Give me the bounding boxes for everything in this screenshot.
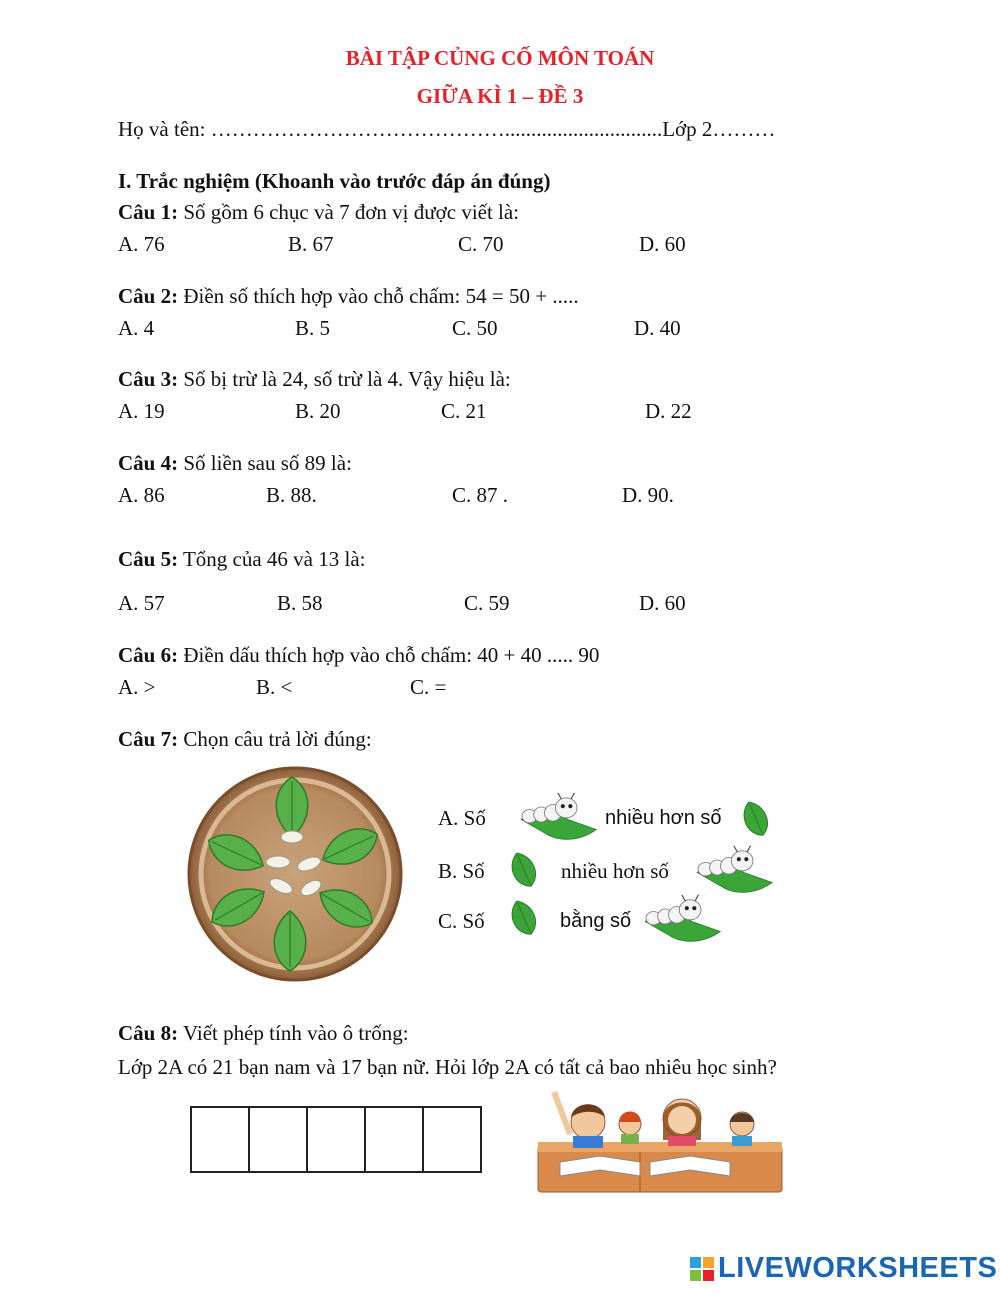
q7-option-a-text: nhiều hơn số [605, 807, 722, 829]
leaf-icon [735, 799, 775, 839]
answer-box-1[interactable] [192, 1108, 250, 1171]
answer-box-2[interactable] [250, 1108, 308, 1171]
q3-option-b[interactable]: B. 20 [295, 399, 341, 423]
question-3: Câu 3: Số bị trừ là 24, số trừ là 4. Vậy hiệu là: [118, 367, 511, 391]
q2-option-b[interactable]: B. 5 [295, 316, 331, 340]
q6-option-a[interactable]: A. > [118, 675, 156, 699]
q2-option-c[interactable]: C. 50 [452, 316, 498, 340]
answer-box-5[interactable] [424, 1108, 480, 1171]
q7-option-a-prefix[interactable]: A. Số [438, 806, 486, 830]
leaf-icon [503, 850, 543, 890]
q7-option-c-text: bằng số [560, 910, 632, 932]
q5-option-d[interactable]: D. 60 [639, 591, 686, 615]
q7-option-b-text: nhiều hơn số [561, 859, 669, 883]
q3-option-d[interactable]: D. 22 [645, 399, 692, 423]
q7-option-c-prefix[interactable]: C. Số [438, 909, 485, 933]
q6-option-b[interactable]: B. < [256, 675, 293, 699]
worksheet-title: BÀI TẬP CỦNG CỐ MÔN TOÁN [345, 46, 655, 70]
name-class-line: Họ và tên: ……………………………………..............................Lớp 2……… [118, 117, 776, 141]
students-image [530, 1082, 785, 1200]
question-7: Câu 7: Chọn câu trả lời đúng: [118, 727, 372, 751]
question-8: Câu 8: Viết phép tính vào ô trống: [118, 1021, 409, 1045]
q1-option-b[interactable]: B. 67 [288, 232, 334, 256]
question-5: Câu 5: Tổng của 46 và 13 là: [118, 547, 366, 571]
question-4: Câu 4: Số liền sau số 89 là: [118, 451, 352, 475]
q4-option-b[interactable]: B. 88. [266, 483, 317, 507]
q7-option-b-prefix[interactable]: B. Số [438, 859, 485, 883]
q6-option-c[interactable]: C. = [410, 675, 447, 699]
q5-option-b[interactable]: B. 58 [277, 591, 323, 615]
answer-box-4[interactable] [366, 1108, 424, 1171]
question-1: Câu 1: Số gồm 6 chục và 7 đơn vị được viết là: [118, 200, 520, 224]
liveworksheets-logo [690, 1252, 997, 1285]
question-6: Câu 6: Điền dấu thích hợp vào chỗ chấm: 40 + 40 ..... 90 [118, 643, 600, 667]
q3-option-a[interactable]: A. 19 [118, 399, 165, 423]
silkworm-icon [688, 845, 778, 895]
question-2: Câu 2: Điền số thích hợp vào chỗ chấm: 54 = 50 + ..... [118, 284, 579, 308]
q4-option-c[interactable]: C. 87 . [452, 483, 509, 507]
answer-box-3[interactable] [308, 1108, 366, 1171]
answer-boxes [190, 1106, 482, 1173]
q4-option-a[interactable]: A. 86 [118, 483, 165, 507]
q5-option-a[interactable]: A. 57 [118, 591, 165, 615]
leaf-icon [503, 898, 543, 938]
q4-option-d[interactable]: D. 90. [622, 483, 674, 507]
q2-option-a[interactable]: A. 4 [118, 316, 155, 340]
q8-word-problem: Lớp 2A có 21 bạn nam và 17 bạn nữ. Hỏi lớp 2A có tất cả bao nhiêu học sinh? [118, 1055, 777, 1079]
silkworm-icon [512, 792, 602, 842]
q2-option-d[interactable]: D. 40 [634, 316, 681, 340]
brand-name: LIVEWORKSHEETS [718, 1252, 998, 1284]
q3-option-c[interactable]: C. 21 [441, 399, 487, 423]
worksheet-subtitle: GIỮA KÌ 1 – ĐỀ 3 [416, 84, 584, 108]
silkworm-tray-image [186, 765, 404, 983]
q5-option-c[interactable]: C. 59 [464, 591, 510, 615]
q1-option-a[interactable]: A. 76 [118, 232, 165, 256]
q1-option-c[interactable]: C. 70 [458, 232, 504, 256]
logo-grid-icon [690, 1257, 714, 1281]
section-title: I. Trắc nghiệm (Khoanh vào trước đáp án đúng) [118, 169, 551, 193]
silkworm-icon [636, 894, 726, 944]
q1-option-d[interactable]: D. 60 [639, 232, 686, 256]
